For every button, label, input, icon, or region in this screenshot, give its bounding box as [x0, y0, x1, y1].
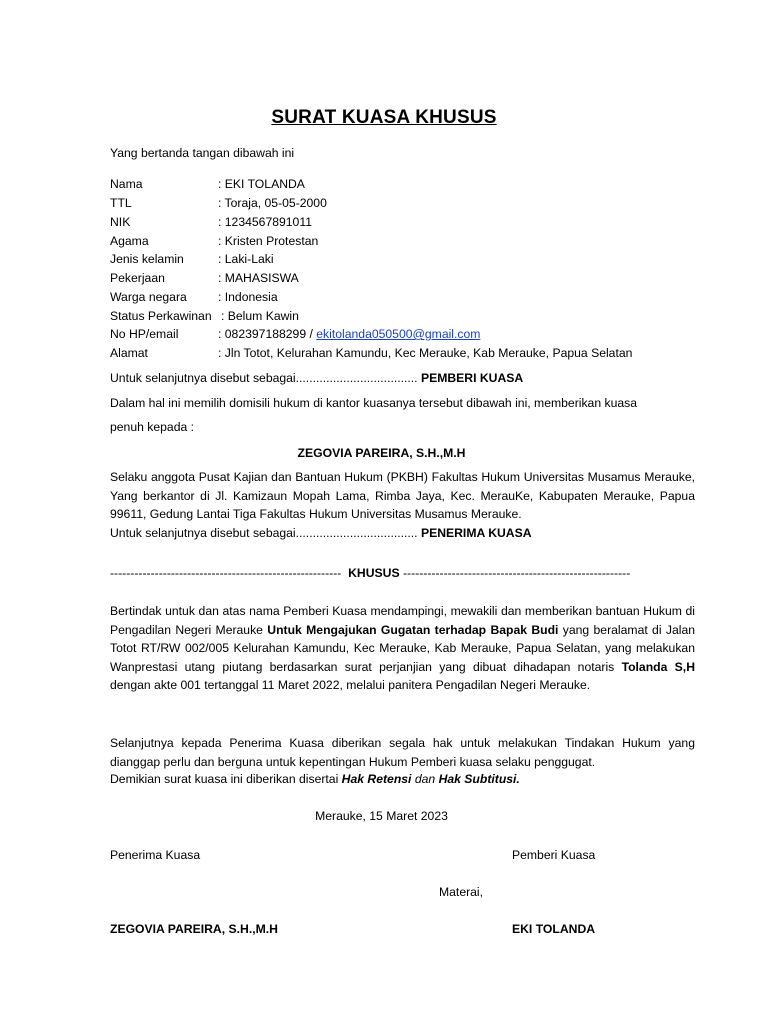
email-link[interactable]: ekitolanda050500@gmail.com	[316, 327, 481, 341]
materai-label: Materai,	[439, 885, 484, 899]
penerima-name-heading: ZEGOVIA PAREIRA, S.H.,M.H	[297, 446, 466, 460]
body1-part-c: yang beralamat di Jalan Totot RT/RW 002/005 Kelurahan Kamundu, Kec Merauke, Kab Merauke, Papua Selatan, yang melakukan Wanprestasi utang piutang berdasarkan surat perjanjian yang dibuat dihadapan notaris	[110, 622, 696, 674]
intro-text: Yang bertanda tangan dibawah ini	[110, 146, 295, 160]
khusus-label: KHUSUS	[348, 566, 400, 580]
field-label-pekerjaan: Pekerjaan	[110, 271, 165, 285]
penerima-kuasa-label: PENERIMA KUASA	[420, 526, 532, 540]
signature-name-pemberi: EKI TOLANDA	[512, 922, 596, 936]
pemberi-kuasa-line	[110, 371, 523, 385]
pemberi-kuasa-prefix: Untuk selanjutnya disebut sebagai....................................	[110, 371, 421, 385]
field-value-jenis-kelamin: : Laki-Laki	[218, 252, 274, 266]
field-label-no-hp-email: No HP/email	[110, 327, 179, 341]
body3-dan: dan	[411, 772, 439, 786]
field-label-jenis-kelamin: Jenis kelamin	[110, 252, 184, 266]
field-value-nama: : EKI TOLANDA	[218, 177, 305, 191]
signature-label-penerima: Penerima Kuasa	[110, 848, 201, 862]
body1-part-a: Bertindak untuk dan atas nama Pemberi Kuasa mendampingi, mewakili dan memberikan bantuan Hukum di Pengadilan Negeri Merauke	[110, 604, 695, 637]
field-value-pekerjaan: : MAHASISWA	[218, 271, 299, 285]
field-value-nik: : 1234567891011	[218, 215, 312, 229]
domisili-text-line2: penuh kepada :	[110, 420, 195, 434]
body-paragraph-3	[110, 772, 520, 786]
field-label-status-perkawinan: Status Perkawinan	[110, 309, 212, 323]
field-label-warga-negara: Warga negara	[110, 290, 187, 304]
hak-subtitusi: Hak Subtitusi.	[438, 772, 520, 786]
body-paragraph-1	[110, 602, 695, 695]
place-date: Merauke, 15 Maret 2023	[315, 809, 448, 823]
field-value-ttl: : Toraja, 05-05-2000	[218, 196, 327, 210]
body1-gugatan: Untuk Mengajukan Gugatan terhadap Bapak Budi	[267, 622, 559, 637]
penerima-kuasa-line	[110, 526, 532, 540]
signature-name-penerima: ZEGOVIA PAREIRA, S.H.,M.H	[110, 922, 278, 936]
body3-part-a: Demikian surat kuasa ini diberikan disertai	[110, 772, 342, 786]
signature-label-pemberi: Pemberi Kuasa	[512, 848, 596, 862]
field-label-alamat: Alamat	[110, 346, 148, 360]
field-value-status-perkawinan: : Belum Kawin	[221, 309, 299, 323]
field-label-nama: Nama	[110, 177, 143, 191]
field-value-no-hp-email	[218, 327, 480, 341]
pemberi-kuasa-label: PEMBERI KUASA	[420, 371, 524, 385]
field-value-agama: : Kristen Protestan	[218, 234, 319, 248]
body1-part-e: dengan akte 001 tertanggal 11 Maret 2022, melalui panitera Pengadilan Negeri Merauke.	[110, 678, 591, 693]
divider-right: --------------------------------------------------------	[402, 566, 631, 580]
penerima-kuasa-prefix: Untuk selanjutnya disebut sebagai....................................	[110, 526, 421, 540]
field-label-ttl: TTL	[110, 196, 132, 210]
field-value-warga-negara: : Indonesia	[218, 290, 278, 304]
divider-left: ---------------------------------------------------------	[110, 566, 342, 580]
domisili-text-line1: Dalam hal ini memilih domisili hukum di kantor kuasanya tersebut dibawah ini, memberikan kuasa	[110, 396, 638, 410]
field-value-alamat: : Jln Totot, Kelurahan Kamundu, Kec Merauke, Kab Merauke, Papua Selatan	[218, 346, 633, 360]
body1-notaris: Tolanda S,H	[621, 659, 695, 674]
penerima-description: Selaku anggota Pusat Kajian dan Bantuan Hukum (PKBH) Fakultas Hukum Universitas Musamus Merauke, Yang berkantor di Jl. Kamizaun Mopah Lama, Rimba Jaya, Kec. MerauKe, Kabupaten Merauke, Papua 99611, Gedung Lantai Tiga Fakultas Hukum Universitas Musamus Merauke.	[110, 470, 695, 522]
body-paragraph-2: Selanjutnya kepada Penerima Kuasa diberikan segala hak untuk melakukan Tindakan Hukum yang dianggap perlu dan berguna untuk kepentingan Hukum Pemberi kuasa selaku penggugat.	[110, 736, 695, 769]
field-label-nik: NIK	[110, 215, 131, 229]
phone-number: : 082397188299 /	[218, 327, 317, 341]
hak-retensi: Hak Retensi	[341, 772, 412, 786]
document-title: SURAT KUASA KHUSUS	[271, 107, 497, 128]
field-label-agama: Agama	[110, 234, 149, 248]
khusus-divider	[110, 566, 685, 580]
